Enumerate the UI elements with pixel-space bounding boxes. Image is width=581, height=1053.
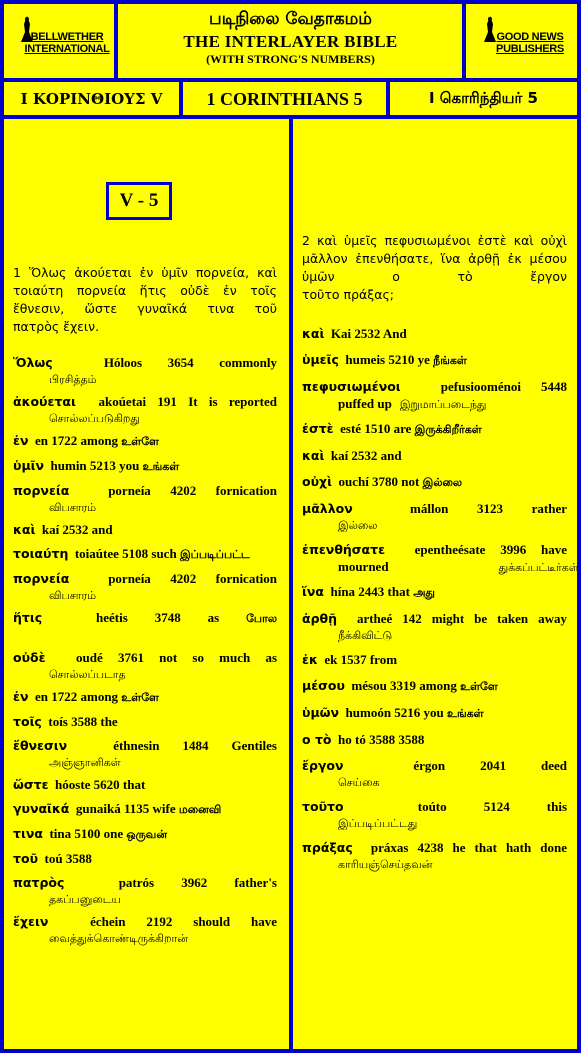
greek-word: ὑμῶν <box>302 705 340 720</box>
transliteration-strongs-gloss: hóoste 5620 that <box>55 777 146 792</box>
word-entry-line <box>13 687 277 707</box>
tab-greek: Ι ΚΟΡΙΝΘΙΟΥΣ V <box>20 90 163 108</box>
word-entry <box>13 687 277 707</box>
tamil-gloss: உங்கள் <box>447 707 484 720</box>
word-entry-gloss-line <box>13 755 277 770</box>
greek-word: μέσου <box>302 678 345 693</box>
word-entry <box>13 392 277 426</box>
bellwether-logo <box>8 8 108 72</box>
word-entry <box>13 775 277 794</box>
word-entry-gloss-line <box>302 518 567 533</box>
greek-word: ἔχειν <box>13 914 49 929</box>
transliteration-strongs-gloss: hína 2443 that <box>330 584 410 599</box>
greek-word: πορνεία <box>13 483 70 498</box>
tamil-gloss: உள்ளே <box>121 435 159 448</box>
verse-1-text: 1 Ὅλως ἀκούεται ἐν ὑμῖν πορνεία, καὶ τοιαύτη πορνεία ἥτις οὐδὲ ἐν τοῖς ἔθνεσιν, ὥστε γυναῖκά τινα τοῦ <box>13 265 277 316</box>
greek-word: πατρὸς <box>13 875 65 890</box>
tamil-gloss: மனைவி <box>178 803 222 816</box>
greek-word: ἐστὲ <box>302 421 334 436</box>
greek-word: καὶ <box>13 522 36 537</box>
good-news-logo <box>471 8 571 72</box>
word-entry <box>13 736 277 770</box>
transliteration-strongs-gloss: en 1722 among <box>34 689 119 704</box>
transliteration-strongs-gloss: Kai 2532 And <box>330 326 407 341</box>
word-entry-line <box>13 456 277 476</box>
word-entry <box>302 419 567 439</box>
tamil-gloss: சொல்லப்படுகிறது <box>49 412 140 425</box>
transliteration-strongs-gloss: mésou 3319 among <box>351 678 457 693</box>
tamil-gloss: உள்ளே <box>460 680 498 693</box>
greek-word: ἵνα <box>302 584 324 599</box>
transliteration-strongs-gloss: humeis 5210 ye <box>345 352 430 367</box>
transliteration-strongs-gloss: porneía 4202 fornication <box>108 483 278 498</box>
header-titles <box>118 6 463 66</box>
transliteration-strongs-gloss: humin 5213 you <box>50 458 140 473</box>
word-entry-line <box>13 544 277 564</box>
word-entry <box>13 849 277 868</box>
word-entry-gloss-line <box>13 500 277 515</box>
transliteration-strongs-gloss: esté 1510 are <box>340 421 412 436</box>
word-entry-line <box>302 472 567 492</box>
greek-word: ὥστε <box>13 777 49 792</box>
left-logo-text: BELLWETHER INTERNATIONAL <box>24 31 110 55</box>
word-entry-line <box>302 377 567 396</box>
greek-word: ἐν <box>13 689 29 704</box>
tab-tamil: I கொரிந்தியர் 5 <box>429 89 538 107</box>
word-entry <box>302 756 567 790</box>
word-entry-line <box>302 419 567 439</box>
word-entry-line <box>302 676 567 696</box>
word-entry-line <box>13 712 277 731</box>
transliteration-strongs-gloss: en 1722 among <box>34 433 119 448</box>
transliteration-strongs-gloss: humoón 5216 you <box>345 705 444 720</box>
word-entry-line <box>13 849 277 868</box>
transliteration-strongs-gloss: kaí 2532 and <box>41 522 113 537</box>
word-entry-gloss-line <box>13 667 277 682</box>
word-entry <box>302 838 567 872</box>
word-entry-line <box>302 609 567 628</box>
greek-word: τοῦ <box>13 851 39 866</box>
transliteration-strongs-gloss: mállon 3123 rather <box>410 501 567 516</box>
verse-2-text: 2 καὶ ὑμεῖς πεφυσιωμένοι ἐστὲ καὶ οὐχὶ μᾶλλον ἐπενθήσατε, ἵνα ἀρθῇ ἐκ μέσου ὑμῶν ο τὸ ἔργον <box>302 233 567 284</box>
word-entry-line <box>302 446 567 465</box>
greek-word: ἔθνεσιν <box>13 738 68 753</box>
greek-word: πεφυσιωμένοι <box>302 379 401 394</box>
transliteration-strongs-gloss: kaí 2532 and <box>330 448 402 463</box>
transliteration-strongs-gloss: akoúetai 191 It is reported <box>98 394 277 409</box>
transliteration-strongs-gloss: porneía 4202 fornication <box>108 571 278 586</box>
verse-2-last: τοῦτο πράξας; <box>302 287 395 302</box>
word-entry-gloss-line <box>302 816 567 831</box>
word-entry-line <box>13 569 277 588</box>
greek-word: οὐδὲ <box>13 650 46 665</box>
word-entry-line <box>302 838 567 857</box>
tamil-gloss: சொல்லப்படாத <box>49 668 126 681</box>
word-entry-gloss-line <box>302 628 567 643</box>
word-entry <box>302 582 567 602</box>
chapter-label: V - 5 <box>106 182 172 220</box>
word-entry-line <box>13 608 277 628</box>
word-entry-gloss-line <box>302 775 567 790</box>
greek-word: γυναῖκά <box>13 801 70 816</box>
right-column <box>302 120 579 879</box>
greek-word: ἥτις <box>13 610 43 625</box>
transliteration-strongs-gloss: práxas 4238 he that hath done <box>370 840 567 855</box>
english-gloss: puffed up <box>338 396 392 411</box>
word-entry-gloss-line <box>13 372 277 387</box>
column-divider <box>289 117 293 1053</box>
word-entry-line <box>13 912 277 931</box>
greek-word: οὐχὶ <box>302 474 332 489</box>
word-entry <box>13 353 277 387</box>
tamil-gloss: விபசாரம் <box>49 589 97 602</box>
word-entry <box>13 873 277 907</box>
word-entry <box>13 824 277 844</box>
tamil-gloss: வைத்துக்கொண்டிருக்கிறான் <box>49 932 188 945</box>
word-entry <box>13 799 277 819</box>
greek-word: τοῦτο <box>302 799 344 814</box>
transliteration-strongs-gloss: tina 5100 one <box>49 826 124 841</box>
word-entry-line <box>302 703 567 723</box>
verse-2 <box>302 232 567 304</box>
greek-word: τοῖς <box>13 714 42 729</box>
word-entry-line <box>13 648 277 667</box>
transliteration-strongs-gloss: ho tó 3588 3588 <box>338 732 425 747</box>
transliteration-strongs-gloss: érgon 2041 deed <box>413 758 567 773</box>
transliteration-strongs-gloss: Hóloos 3654 commonly <box>103 355 277 370</box>
tamil-gloss: இல்லை <box>338 519 378 532</box>
greek-word: ἐκ <box>302 652 318 667</box>
word-entry-line <box>302 350 567 370</box>
word-entry-line <box>302 582 567 602</box>
greek-word: ο τὸ <box>302 732 332 747</box>
greek-word: Ὅλως <box>13 355 53 370</box>
transliteration-strongs-gloss: toís 3588 the <box>48 714 118 729</box>
bell-tower-icon <box>475 14 505 44</box>
word-entry <box>302 730 567 749</box>
page-subtitle: (WITH STRONG'S NUMBERS) <box>206 52 375 66</box>
word-entry-line <box>302 756 567 775</box>
tamil-gloss: ஒருவன் <box>126 828 167 841</box>
word-entry-gloss-line <box>302 559 579 575</box>
tamil-gloss: உள்ளே <box>121 691 159 704</box>
tamil-gloss: அஞ்ஞானிகள் <box>49 756 121 769</box>
greek-word: ἀκούεται <box>13 394 76 409</box>
word-entry-line <box>302 540 567 559</box>
word-entry-line <box>302 797 567 816</box>
transliteration-strongs-gloss: oudé 3761 not so much as <box>76 650 278 665</box>
tamil-gloss: பிரசித்தம் <box>49 373 97 386</box>
word-entry-line <box>302 324 567 343</box>
word-entry <box>13 569 277 603</box>
tamil-gloss: இப்படிப்பட்ட <box>179 548 250 561</box>
word-entry-line <box>13 520 277 539</box>
word-entry-gloss-line <box>13 411 277 426</box>
bell-tower-icon <box>12 14 42 44</box>
tamil-gloss: தகப்பனுடைய <box>49 893 121 906</box>
tamil-gloss: துக்கப்பட்டீர்கள் <box>498 561 579 574</box>
transliteration-strongs-gloss: éthnesin 1484 Gentiles <box>113 738 277 753</box>
transliteration-strongs-gloss: toúto 5124 this <box>417 799 568 814</box>
word-entry-line <box>13 799 277 819</box>
word-entry <box>302 377 567 412</box>
greek-word: ἀρθῇ <box>302 611 338 626</box>
word-entry <box>302 540 579 575</box>
tamil-gloss: இறுமாப்படைந்து <box>399 398 487 411</box>
tamil-gloss: காரியஞ்செய்தவன் <box>338 858 433 871</box>
word-entry-line <box>13 353 277 372</box>
greek-word: τοιαύτη <box>13 546 69 561</box>
word-entry-gloss-line <box>13 931 277 946</box>
transliteration-strongs-gloss: toiaútee 5108 such <box>74 546 177 561</box>
word-entry-line <box>302 650 567 669</box>
left-word-list <box>13 353 277 946</box>
word-entry <box>302 703 567 723</box>
left-column <box>13 120 277 951</box>
greek-word: πράξας <box>302 840 353 855</box>
word-entry-gloss-line <box>13 892 277 907</box>
transliteration-strongs-gloss: échein 2192 should have <box>90 914 277 929</box>
word-entry-gloss-line <box>302 857 567 872</box>
verse-1 <box>13 264 277 336</box>
greek-word: ἔργον <box>302 758 344 773</box>
right-word-list <box>302 324 579 872</box>
word-entry <box>302 324 567 343</box>
word-entry-gloss-line <box>302 396 567 412</box>
greek-word: ὑμῖν <box>13 458 45 473</box>
verse-1-last: πατρὸς ἔχειν. <box>13 319 100 334</box>
tamil-gloss: அது <box>413 586 435 599</box>
word-entry-line <box>13 736 277 755</box>
transliteration-strongs-gloss: ouchí 3780 not <box>338 474 420 489</box>
word-entry <box>13 544 277 564</box>
word-entry-line <box>13 824 277 844</box>
tamil-gloss: இல்லை <box>422 476 462 489</box>
tamil-gloss: போல <box>246 612 277 625</box>
right-logo-text: GOOD NEWS PUBLISHERS <box>496 31 564 55</box>
transliteration-strongs-gloss: toú 3588 <box>44 851 92 866</box>
word-entry <box>302 499 567 533</box>
word-entry-gloss-line <box>13 588 277 603</box>
word-entry-line <box>13 775 277 794</box>
word-entry <box>13 456 277 476</box>
transliteration-strongs-gloss: artheé 142 might be taken away <box>356 611 567 626</box>
page-title: THE INTERLAYER BIBLE <box>183 32 398 51</box>
tamil-gloss: இப்படிப்பட்டது <box>338 817 418 830</box>
word-entry <box>13 431 277 451</box>
word-entry-line <box>13 392 277 411</box>
greek-word: καὶ <box>302 326 325 341</box>
tamil-gloss: விபசாரம் <box>49 501 97 514</box>
tamil-gloss: நீங்கள் <box>433 354 467 367</box>
tamil-title: படிநிலை வேதாகமம் <box>209 9 372 29</box>
transliteration-strongs-gloss: ek 1537 from <box>324 652 398 667</box>
word-entry <box>302 797 567 831</box>
greek-word: ἐν <box>13 433 29 448</box>
word-entry-line <box>13 873 277 892</box>
tab-english: 1 CORINTHIANS 5 <box>206 88 363 109</box>
word-entry-line <box>13 481 277 500</box>
transliteration-strongs-gloss: heétis 3748 as <box>96 610 220 625</box>
tamil-gloss: நீக்கிவிட்டு <box>338 629 393 642</box>
word-entry <box>13 520 277 539</box>
greek-word: ἐπενθήσατε <box>302 542 386 557</box>
word-entry <box>302 472 567 492</box>
word-entry <box>302 650 567 669</box>
word-entry <box>13 608 277 643</box>
word-entry-line <box>302 730 567 749</box>
word-entry <box>13 712 277 731</box>
word-entry <box>13 481 277 515</box>
english-gloss: mourned <box>338 559 389 574</box>
tamil-gloss: உங்கள் <box>142 460 180 473</box>
tamil-gloss: செய்கை <box>338 776 380 789</box>
entry-spacer <box>13 628 277 643</box>
greek-word: τινα <box>13 826 43 841</box>
transliteration-strongs-gloss: pefusiooménoi 5448 <box>440 379 568 394</box>
transliteration-strongs-gloss: gunaiká 1135 wife <box>75 801 176 816</box>
greek-word: μᾶλλον <box>302 501 353 516</box>
tamil-gloss: இருக்கிறீர்கள் <box>414 423 482 436</box>
word-entry <box>13 648 277 682</box>
word-entry <box>302 350 567 370</box>
transliteration-strongs-gloss: patrós 3962 father's <box>118 875 277 890</box>
word-entry <box>302 609 567 643</box>
transliteration-strongs-gloss: epentheésate 3996 have <box>414 542 567 557</box>
word-entry-line <box>302 499 567 518</box>
word-entry-line <box>13 431 277 451</box>
greek-word: καὶ <box>302 448 325 463</box>
word-entry <box>302 676 567 696</box>
word-entry <box>302 446 567 465</box>
greek-word: ὑμεῖς <box>302 352 339 367</box>
header-divider <box>0 78 581 82</box>
word-entry <box>13 912 277 946</box>
greek-word: πορνεία <box>13 571 70 586</box>
